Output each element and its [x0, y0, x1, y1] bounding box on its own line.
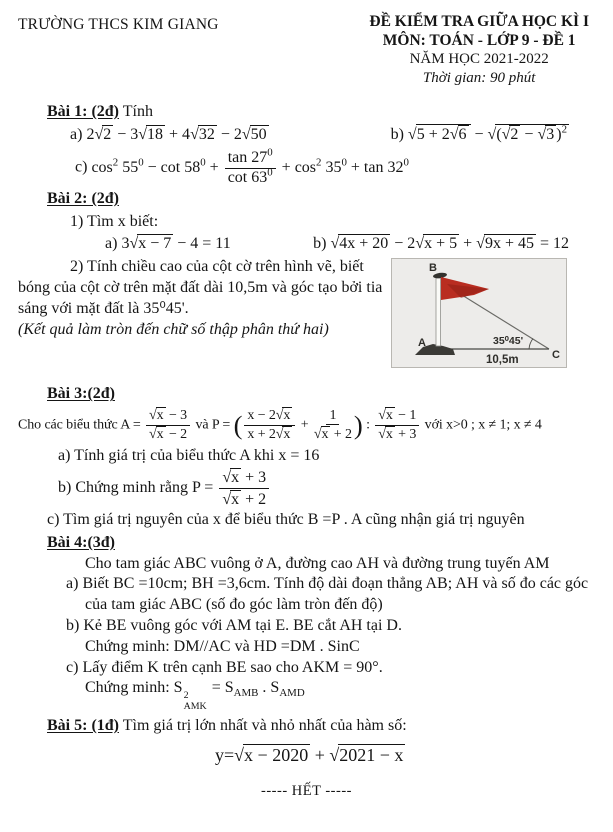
problem-3-item-a: a) Tính giá trị của biểu thức A khi x = 16: [58, 447, 320, 465]
exam-title-block: [369, 12, 589, 88]
problem-2-part1: 1) Tìm x biết:: [70, 212, 159, 230]
item-label-c: c): [75, 158, 88, 176]
problem-1-row-ab: [18, 124, 595, 146]
school-year: NĂM HỌC 2021-2022: [409, 51, 549, 68]
item-label-a: a): [66, 575, 79, 593]
problem-2-heading: Bài 2: (2đ): [47, 190, 119, 208]
problem-4-item-c-text: Lấy điểm K trên cạnh BE sao cho AKM = 90°.: [82, 658, 383, 676]
problem-5: [18, 716, 595, 801]
formula-2b: √4x + 20 − 2√x + 5 + √9x + 45 = 12: [330, 234, 569, 252]
end-marker: ----- HẾT -----: [261, 782, 352, 799]
problem-4-item-b-text: Kẻ BE vuông góc với AM tại E. BE cắt AH tại D.: [83, 616, 402, 634]
problem-3-heading: Bài 3:(2đ): [47, 385, 115, 403]
point-label-c: C: [552, 349, 560, 362]
problem-4-intro: Cho tam giác ABC vuông ở A, đường cao AH và đường trung tuyến AM: [85, 554, 550, 572]
problem-4-heading: Bài 4:(3đ): [47, 533, 115, 551]
exam-header: [18, 12, 595, 88]
problem-1-task: Tính: [122, 102, 153, 120]
problem-1-item-c: [75, 146, 595, 187]
problem-1: [18, 102, 595, 187]
problem-2-note: (Kết quả làm tròn đến chữ số thập phân thứ hai): [18, 320, 329, 338]
formula-1a: 2√2 − 3√18 + 4√32 − 2√50: [86, 125, 267, 143]
exam-duration: Thời gian: 90 phút: [422, 70, 536, 87]
problem-2-item-b: [313, 234, 569, 255]
problem-3: [18, 372, 595, 530]
problem-1-heading-line: [47, 102, 595, 123]
item-label-a: a): [105, 234, 118, 252]
school-name: TRƯỜNG THCS KIM GIANG: [18, 16, 219, 33]
item-label-c: c): [66, 658, 79, 676]
problem-2-row-ab: [18, 234, 595, 255]
problem-3-item-c: c) Tìm giá trị nguyên của x để biểu thức B =P . A cũng nhận giá trị nguyên: [47, 510, 525, 528]
problem-1-heading: Bài 1: (2đ): [47, 102, 119, 120]
formula-2a: 3√x − 7 − 4 = 11: [121, 234, 231, 252]
problem-4-item-b-proof: Chứng minh: DM//AC và HD =DM . SinC: [85, 637, 360, 655]
point-label-a: A: [418, 337, 426, 350]
problem-4-item-b: [18, 616, 595, 637]
problem-2-heading-line: [47, 189, 595, 210]
problem-4-item-a: [18, 574, 595, 616]
problem-4: [18, 533, 595, 713]
angle-label: 35⁰45': [493, 335, 524, 348]
problem-5-task: Tìm giá trị lớn nhất và nhỏ nhất của hàm số:: [122, 716, 407, 734]
item-label-b: b): [390, 126, 404, 144]
formula-1c: $\cos^2 55^0 - \cot 58^0$ + $\frac{\tan 27^0}{\cot 63^0}$ + $\cos^2 35^0 + \tan 32^0$: [91, 146, 409, 187]
problem-2: [18, 189, 595, 367]
problem-1-item-b: [391, 124, 569, 146]
problem-3-intro: Cho các biểu thức A = $\frac{√x - 3}{√x - 2}$ và P = ( $\frac{x - 2√x}{x + 2√x}$ + $\frac{1}{√x + 2}$ ) : $\frac{√x - 1}{√x + 3}$ với x>0 ; x ≠ 1; x ≠ 4: [18, 407, 542, 443]
flagpole-figure: [391, 258, 567, 368]
problem-4-item-c-proof: Chứng minh: S 2 AMK = $S_{AMB}$ . $S_{AMD}$: [85, 679, 305, 712]
figure-photo-background: [392, 259, 567, 368]
item-label-a: a): [70, 125, 83, 143]
item-label-b: b): [313, 234, 327, 252]
problem-3-item-b: b) Chứng minh rằng P = $\frac{√x + 3}{√x + 2}$: [58, 468, 595, 509]
formula-1b: √5 + 2√6 − √(√2 − √3 )$^2$: [407, 124, 567, 144]
problem-5-formula: y=√x − 2020 + √2021 − x: [215, 745, 404, 766]
item-label-b: b): [66, 616, 80, 634]
problem-2-part2: 2) Tính chiều cao của cột cờ trên hình vẽ, biết bóng của cột cờ trên mặt đất dài 10,5m và góc tạo bởi tia sáng với mặt đất là 35⁰45'.: [18, 258, 383, 318]
problem-4-heading-line: [47, 533, 595, 554]
problem-4-item-c: [18, 658, 595, 679]
length-label: 10,5m: [486, 354, 519, 367]
problem-5-heading-line: [47, 716, 595, 737]
problem-4-item-a-text: Biết BC =10cm; BH =3,6cm. Tính độ dài đoạn thẳng AB; AH và số đo các góc của tam giác ABC (số đo góc làm tròn đến độ): [82, 575, 589, 614]
problem-1-item-a: [70, 125, 269, 146]
exam-title: ĐỀ KIỂM TRA GIỮA HỌC KÌ I: [369, 13, 589, 30]
exam-subject: MÔN: TOÁN - LỚP 9 - ĐỀ 1: [382, 32, 576, 50]
point-label-b: B: [429, 262, 437, 275]
problem-3-heading-line: [47, 384, 595, 405]
problem-2-item-a: [105, 234, 231, 255]
flag-pole: [436, 278, 441, 346]
problem-5-heading: Bài 5: (1đ): [47, 716, 119, 734]
